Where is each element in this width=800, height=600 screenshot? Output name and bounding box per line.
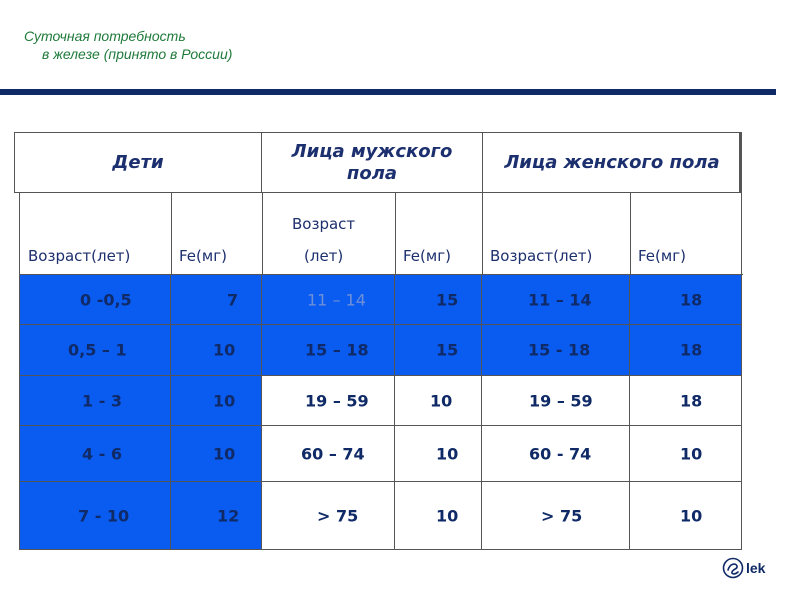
cell-male-fe — [395, 426, 482, 482]
value: 0 -0,5 — [80, 290, 132, 309]
group-female: Лица женского пола — [504, 151, 720, 173]
subheader-female-age-label: Возраст(лет) — [490, 247, 593, 265]
value: 15 – 18 — [305, 340, 369, 360]
value: 11 – 14 — [307, 290, 366, 309]
cell-children-age — [19, 426, 171, 482]
company-logo — [722, 557, 765, 579]
value: 15 - 18 — [528, 340, 591, 360]
table-row — [19, 426, 742, 482]
cell-male-age — [262, 325, 395, 376]
cell-children-fe — [171, 325, 262, 376]
value: > 75 — [541, 506, 583, 525]
title-line-1: Суточная потребность — [24, 28, 186, 44]
cell-female-age — [482, 376, 630, 426]
value: 60 – 74 — [301, 444, 365, 463]
cell-male-age — [262, 482, 395, 550]
subheader-male-age-line2: (лет) — [304, 247, 344, 265]
value: 7 - 10 — [78, 506, 130, 525]
cell-children-fe — [171, 275, 262, 325]
cell-children-fe — [171, 482, 262, 550]
value: 7 — [227, 290, 239, 309]
subheader-female-fe — [631, 193, 743, 275]
title-line-2: в железе (принято в России) — [42, 46, 233, 62]
cell-female-fe — [630, 426, 742, 482]
cell-children-age — [19, 325, 171, 376]
cell-male-fe — [395, 275, 482, 325]
logo-text: lek — [746, 560, 766, 576]
subheader-male-age — [263, 193, 396, 275]
value: 10 — [430, 391, 453, 410]
value: 1 - 3 — [82, 391, 123, 410]
cell-children-age — [19, 376, 171, 426]
value: 10 — [680, 506, 703, 525]
subheader-children-age — [20, 193, 172, 275]
group-children: Дети — [15, 133, 262, 192]
value: 12 — [217, 506, 240, 525]
cell-children-age — [19, 275, 171, 325]
value: 10 — [680, 444, 703, 463]
value: 18 — [680, 340, 703, 360]
value: 60 - 74 — [529, 444, 592, 463]
table-row — [19, 325, 742, 376]
table-row — [19, 482, 742, 550]
value: 10 — [213, 340, 236, 360]
cell-male-fe — [395, 376, 482, 426]
cell-male-fe — [395, 482, 482, 550]
value: 18 — [680, 391, 703, 410]
subheader-female-age — [483, 193, 631, 275]
value: > 75 — [317, 506, 359, 525]
value: 10 — [436, 444, 459, 463]
subheader-male-fe — [396, 193, 483, 275]
cell-female-fe — [630, 482, 742, 550]
slide-title — [24, 27, 232, 63]
value: 18 — [680, 290, 703, 309]
cell-female-fe — [630, 325, 742, 376]
cell-male-age — [262, 275, 395, 325]
cell-female-fe — [630, 275, 742, 325]
subheader-children-age-label: Возраст(лет) — [28, 247, 131, 265]
cell-male-age — [262, 426, 395, 482]
subheader-children-fe — [172, 193, 263, 275]
cell-male-age — [262, 376, 395, 426]
iron-requirement-table — [14, 132, 742, 550]
subheader-male-age-line1: Возраст — [292, 215, 356, 233]
cell-female-age — [482, 325, 630, 376]
lek-logo-icon — [722, 557, 744, 579]
table-subheader — [19, 193, 742, 275]
value: 10 — [213, 391, 236, 410]
cell-children-fe — [171, 426, 262, 482]
value: 15 — [436, 340, 459, 360]
title-divider — [0, 89, 776, 95]
cell-children-age — [19, 482, 171, 550]
cell-children-fe — [171, 376, 262, 426]
table-group-header — [14, 132, 742, 193]
cell-female-age — [482, 482, 630, 550]
cell-female-fe — [630, 376, 742, 426]
value: 10 — [213, 444, 236, 463]
subheader-male-fe-label: Fe(мг) — [403, 247, 451, 265]
subheader-children-fe-label: Fe(мг) — [179, 247, 227, 265]
value: 19 – 59 — [529, 391, 593, 410]
table-row — [19, 376, 742, 426]
value: 15 — [436, 290, 459, 309]
value: 19 – 59 — [305, 391, 369, 410]
value: 10 — [436, 506, 459, 525]
value: 4 - 6 — [82, 444, 123, 463]
table-row — [19, 275, 742, 325]
group-male-label: Лица мужского пола — [291, 140, 453, 184]
value: 0,5 – 1 — [68, 340, 127, 360]
group-male — [262, 133, 483, 192]
subheader-female-fe-label: Fe(мг) — [638, 247, 686, 265]
cell-male-fe — [395, 325, 482, 376]
value: 11 – 14 — [528, 290, 592, 309]
cell-female-age — [482, 426, 630, 482]
cell-female-age — [482, 275, 630, 325]
